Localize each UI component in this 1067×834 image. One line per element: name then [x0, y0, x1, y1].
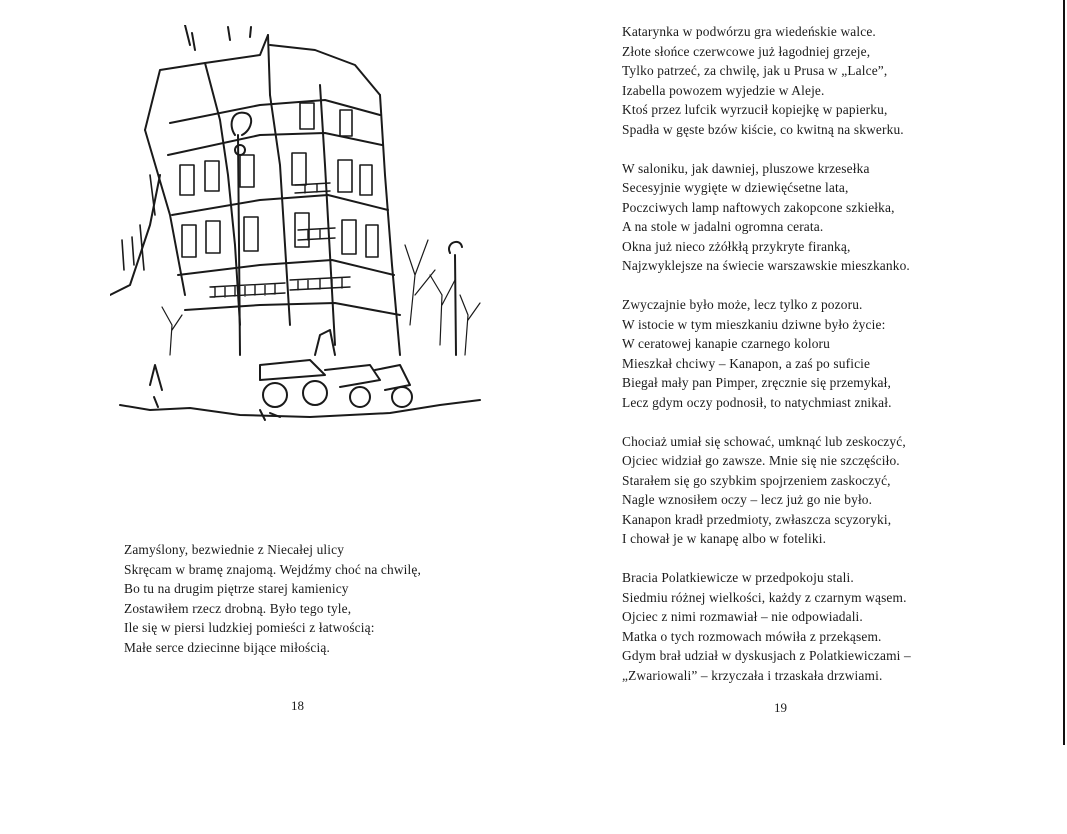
verse-line: W ceratowej kanapie czarnego koloru — [622, 336, 830, 351]
verse-line: Bo tu na drugim piętrze starej kamienicy — [124, 581, 349, 596]
poem-right — [622, 22, 911, 705]
verse-line: Siedmiu różnej wielkości, każdy z czarnym wąsem. — [622, 589, 907, 605]
verse-line: Nagle wznosiłem oczy – lecz już go nie było. — [622, 492, 873, 507]
page-number-left: 18 — [291, 698, 304, 713]
verse-line: W istocie w tym mieszkaniu dziwne było życie: — [622, 316, 886, 332]
stanza — [622, 22, 911, 139]
verse-line: „Zwariowali” – krzyczała i trzaskała drzwiami. — [622, 667, 883, 683]
verse-line: Ojciec z nimi rozmawiał – nie odpowiadali. — [622, 609, 863, 624]
verse-line: Chociaż umiał się schować, umknąć lub zeskoczyć, — [622, 433, 906, 449]
verse-line: Kanapon kradł przedmioty, zwłaszcza scyzoryki, — [622, 511, 892, 527]
verse-line: Skręcam w bramę znajomą. Wejdźmy choć na chwilę, — [124, 561, 422, 577]
verse-line: Okna już nieco zżółkłą przykryte firanką, — [622, 238, 851, 254]
verse-line: Ojciec widział go zawsze. Mnie się nie szczęściło. — [622, 453, 900, 468]
verse-line: Izabella powozem wyjedzie w Aleje. — [622, 82, 825, 98]
verse-line: A na stole w jadalni ogromna cerata. — [622, 219, 824, 234]
left-page — [0, 0, 530, 834]
stanza — [622, 432, 911, 549]
page-number-right: 19 — [774, 700, 787, 715]
verse-line: Lecz gdym oczy podnosił, to natychmiast znikał. — [622, 394, 892, 410]
stanza — [622, 295, 911, 412]
verse-line: Bracia Polatkiewicze w przedpokoju stali. — [622, 570, 854, 585]
right-page — [530, 0, 1067, 834]
verse-line: Mieszkał chciwy – Kanapon, a zaś po suficie — [622, 355, 871, 371]
verse-line: Złote słońce czerwcowe już łagodniej grzeje, — [622, 43, 871, 59]
verse-line: Biegał mały pan Pimper, zręcznie się przemykał, — [622, 375, 892, 390]
verse-line: Zwyczajnie było może, lecz tylko z pozoru. — [622, 297, 863, 312]
street-scene-illustration — [110, 25, 500, 435]
verse-line: Secesyjnie wygięte w dziewięćsetne lata, — [622, 180, 849, 195]
verse-line: W saloniku, jak dawniej, pluszowe krzesełka — [622, 160, 870, 176]
verse-line: Tylko patrzeć, za chwilę, jak u Prusa w „Lalce”, — [622, 63, 888, 78]
verse-line: I chował je w kanapę albo w foteliki. — [622, 531, 827, 546]
verse-line: Starałem się go szybkim spojrzeniem zaskoczyć, — [622, 472, 891, 488]
stanza — [622, 159, 911, 276]
verse-line: Gdym brał udział w dyskusjach z Polatkiewiczami – — [622, 648, 911, 663]
verse-line: Katarynka w podwórzu gra wiedeńskie walce. — [622, 24, 876, 39]
poem-stanza-left — [124, 540, 421, 657]
verse-line: Poczciwych lamp naftowych zakopcone szkiełka, — [622, 199, 895, 215]
verse-line: Małe serce dziecinne bijące miłością. — [124, 639, 330, 655]
verse-line: Matka o tych rozmowach mówiła z przekąsem. — [622, 628, 882, 644]
stanza — [622, 568, 911, 685]
verse-line: Spadła w gęste bzów kiście, co kwitną na skwerku. — [622, 121, 904, 137]
verse-line: Najzwyklejsze na świecie warszawskie mieszkanko. — [622, 258, 910, 273]
verse-line: Zostawiłem rzecz drobną. Było tego tyle, — [124, 600, 352, 616]
verse-line: Ktoś przez lufcik wyrzucił kopiejkę w papierku, — [622, 102, 888, 117]
verse-line: Zamyślony, bezwiednie z Niecałej ulicy — [124, 542, 345, 557]
page-edge-divider — [1063, 0, 1065, 745]
verse-line: Ile się w piersi ludzkiej pomieści z łatwością: — [124, 620, 375, 635]
